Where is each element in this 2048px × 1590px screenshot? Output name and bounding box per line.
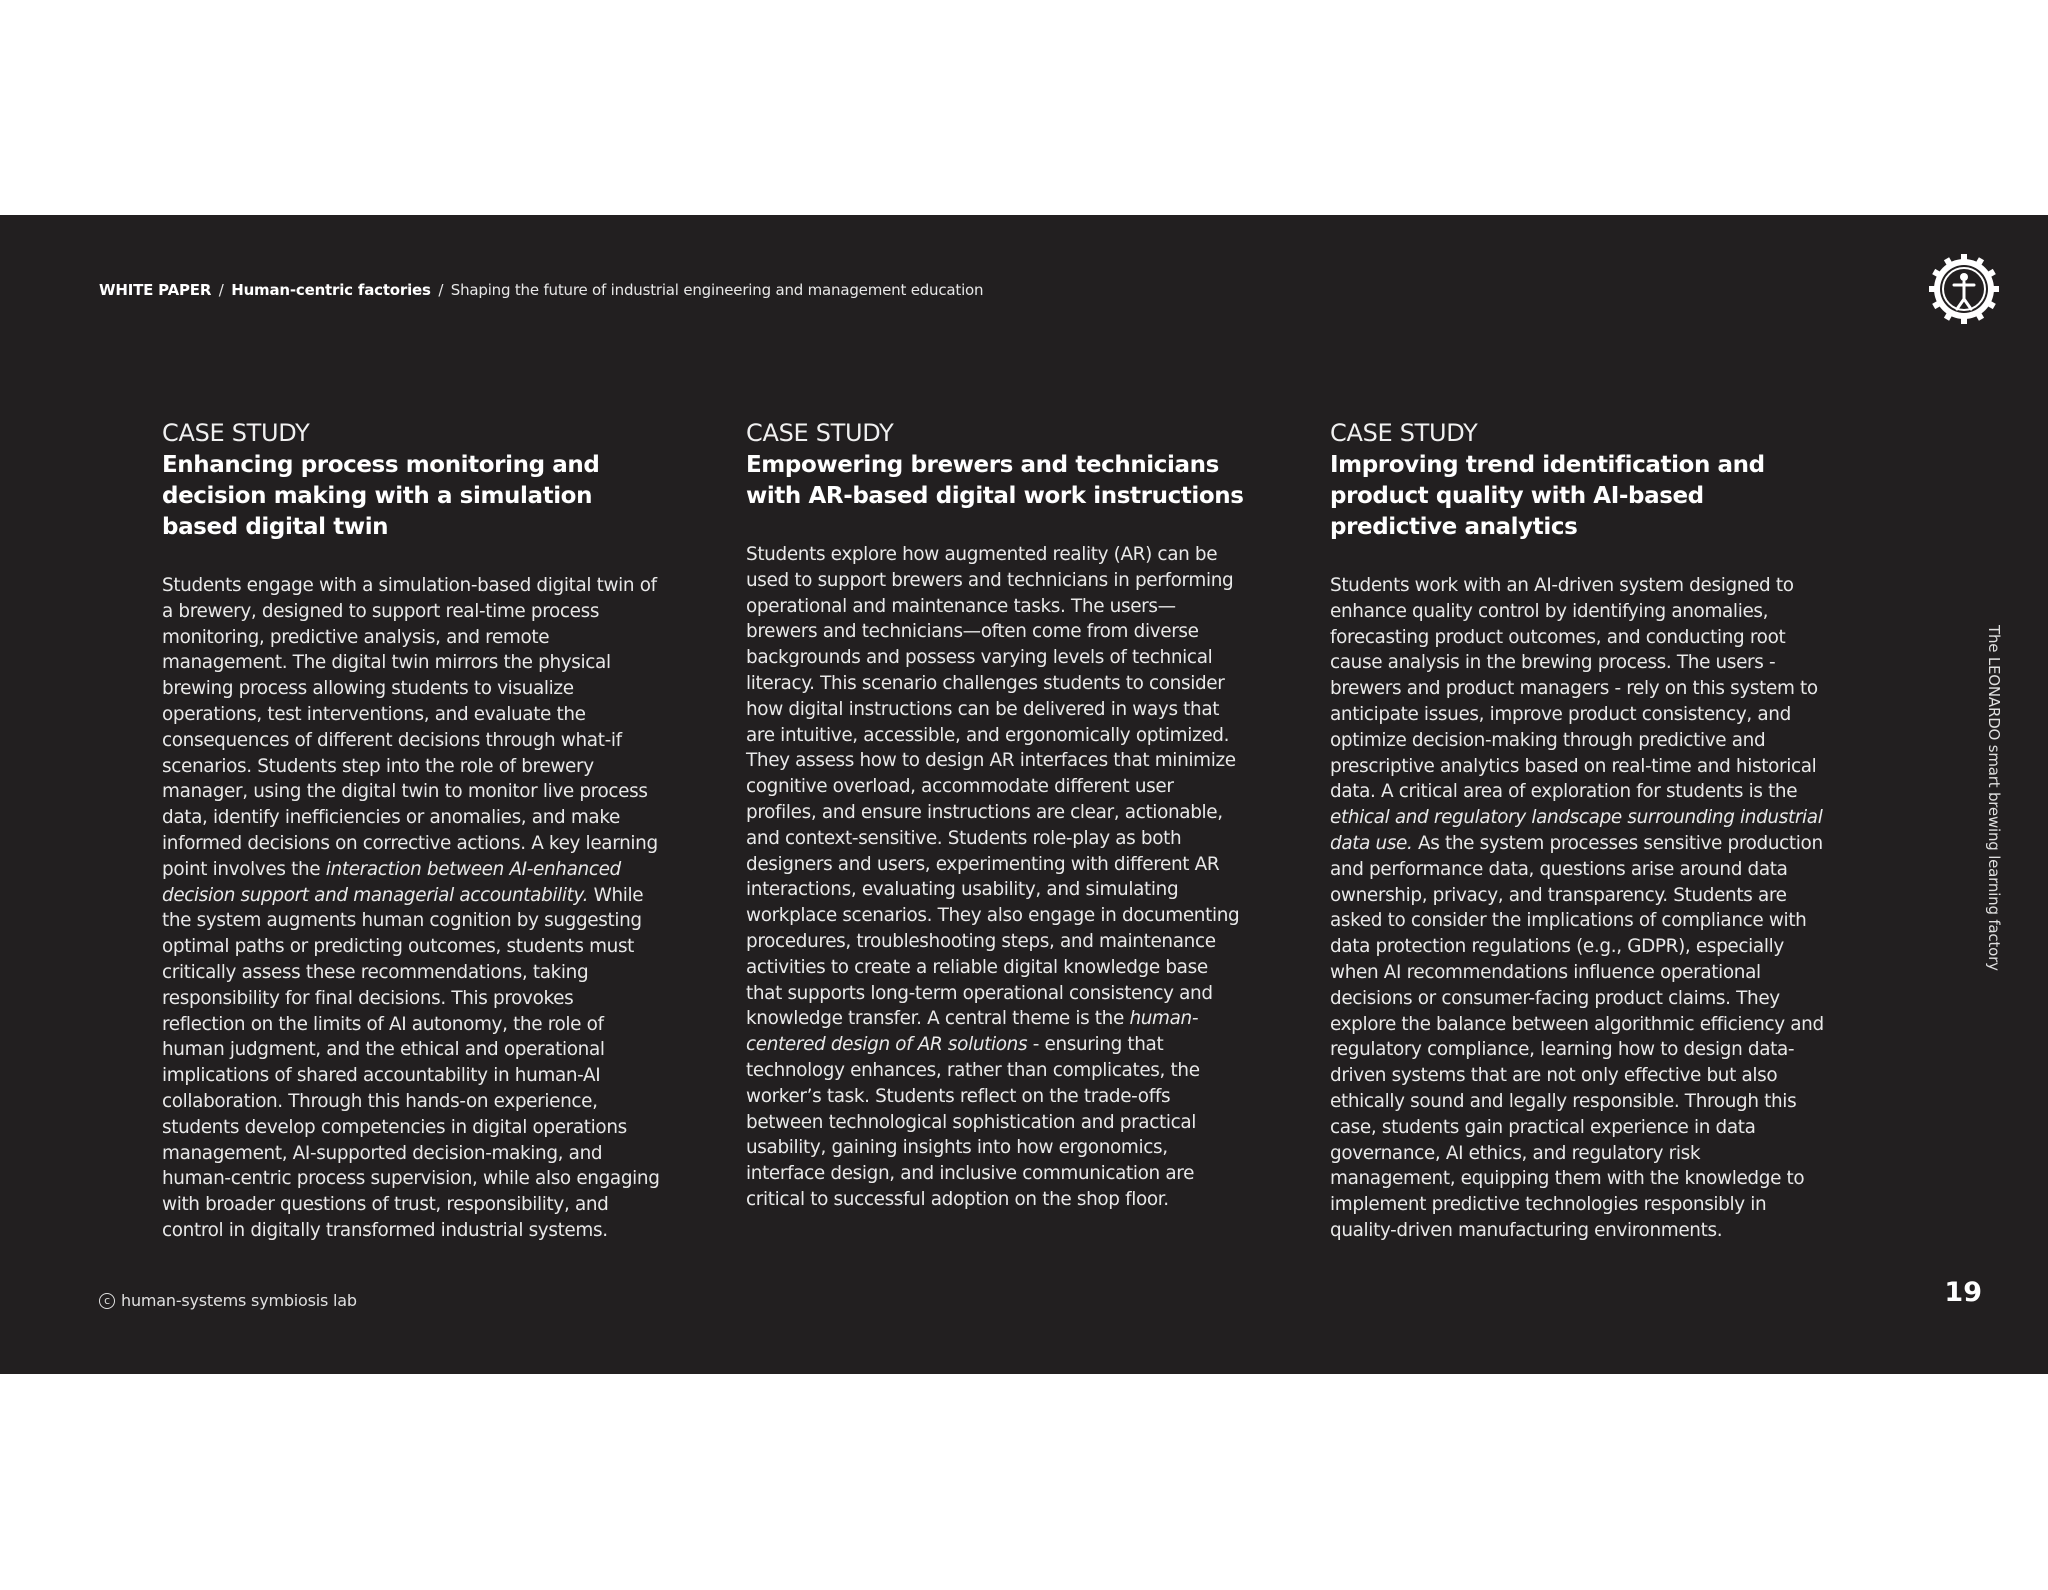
case-study-title: Enhancing process monitoring and decision making with a simulation based digital twin — [162, 452, 600, 540]
footer — [99, 1291, 357, 1310]
page-number: 19 — [1944, 1277, 1982, 1308]
case-study-body — [1330, 573, 1830, 1244]
header-separator: / — [438, 281, 444, 299]
body-text-part: Students work with an AI-driven system designed to enhance quality control by identifying anomalies, forecasting product outcomes, and conducting root cause analysis in the brewing process. The users - brewers and product managers - rely on this system to anticipate issues, improve product consistency, and optimize decision-making through predictive and prescriptive analytics based on real-time and historical data. A critical area of exploration for students is the — [1330, 575, 1818, 803]
case-study-kicker: CASE STUDY — [746, 419, 894, 447]
footer-lab-name: human-systems symbiosis lab — [121, 1291, 357, 1310]
side-label: The LEONARDO smart brewing learning factory — [1985, 625, 2003, 971]
brewing-gear-logo-icon — [1928, 253, 2000, 325]
body-text-part: As the system processes sensitive production and performance data, questions arise around data ownership, privacy, and transparency. Students are asked to consider the implications of compliance with data protection regulations (e.g., GDPR), especially when AI recommendations influence operational decisions or consumer-facing product claims. They explore the balance between algorithmic efficiency and regulatory compliance, learning how to design data-driven systems that are not only effective but also ethically sound and legally responsible. Through this case, students gain practical experience in data governance, AI ethics, and regulatory risk management, equipping them with the knowledge to implement predictive technologies responsibly in quality-driven manufacturing environments. — [1330, 832, 1824, 1241]
body-emphasis: ethical and regulatory landscape surrounding industrial data use. — [1330, 807, 1823, 854]
case-study-title: Improving trend identification and product quality with AI-based predictive analytics — [1330, 452, 1765, 540]
case-study-body — [162, 573, 662, 1244]
case-study-ar-instructions — [746, 418, 1246, 1213]
case-study-kicker: CASE STUDY — [162, 419, 310, 447]
header-subtitle: Shaping the future of industrial engineering and management education — [450, 281, 984, 299]
case-study-body — [746, 542, 1246, 1213]
body-text-part: While the system augments human cognition by suggesting optimal paths or predicting outcomes, students must critically assess these recommendations, taking responsibility for final decisions. This provokes reflection on the limits of AI autonomy, the role of human judgment, and the ethical and operational implications of shared accountability in human-AI collaboration. Through this hands-on experience, students develop competencies in digital operations management, AI-supported decision-making, and human-centric process supervision, while also engaging with broader questions of trust, responsibility, and control in digitally transformed industrial systems. — [162, 884, 660, 1241]
body-text-part: - ensuring that technology enhances, rather than complicates, the worker’s task. Students reflect on the trade-offs between technological sophistication and practical usability, gaining insights into how ergonomics, interface design, and inclusive communication are critical to successful adoption on the shop floor. — [746, 1034, 1200, 1210]
case-study-digital-twin — [162, 418, 662, 1244]
body-emphasis: interaction between AI-enhanced decision support and managerial accountability. — [162, 858, 621, 906]
case-study-title: Empowering brewers and technicians with AR-based digital work instructions — [746, 452, 1244, 509]
copyright-icon: c — [99, 1293, 115, 1309]
body-text-part: Students engage with a simulation-based digital twin of a brewery, designed to support real-time process monitoring, predictive analysis, and remote management. The digital twin mirrors the physical brewing process allowing students to visualize operations, test interventions, and evaluate the consequences of different decisions through what-if scenarios. Students step into the role of brewery manager, using the digital twin to monitor live process data, identify inefficiencies or anomalies, and make informed decisions on corrective actions. A key learning point involves the — [162, 575, 658, 880]
running-header — [99, 281, 983, 299]
header-section: Human-centric factories — [231, 281, 431, 299]
case-study-kicker: CASE STUDY — [1330, 419, 1478, 447]
header-brand: WHITE PAPER — [99, 281, 212, 299]
body-emphasis: human-centered design of AR solutions — [746, 1008, 1199, 1056]
case-study-predictive-analytics — [1330, 418, 1830, 1244]
body-text-part: Students explore how augmented reality (AR) can be used to support brewers and technicians in performing operational and maintenance tasks. The users—brewers and technicians—often come from diverse backgrounds and possess varying levels of technical literacy. This scenario challenges students to consider how digital instructions can be delivered in ways that are intuitive, accessible, and ergonomically optimized. They assess how to design AR interfaces that minimize cognitive overload, accommodate different user profiles, and ensure instructions are clear, actionable, and context-sensitive. Students role-play as both designers and users, experimenting with different AR interactions, evaluating usability, and simulating workplace scenarios. They also engage in documenting procedures, troubleshooting steps, and maintenance activities to create a reliable digital knowledge base that supports long-term operational consistency and knowledge transfer. A central theme is the — [746, 544, 1240, 1030]
white-paper-page — [0, 215, 2048, 1374]
header-separator: / — [218, 281, 224, 299]
